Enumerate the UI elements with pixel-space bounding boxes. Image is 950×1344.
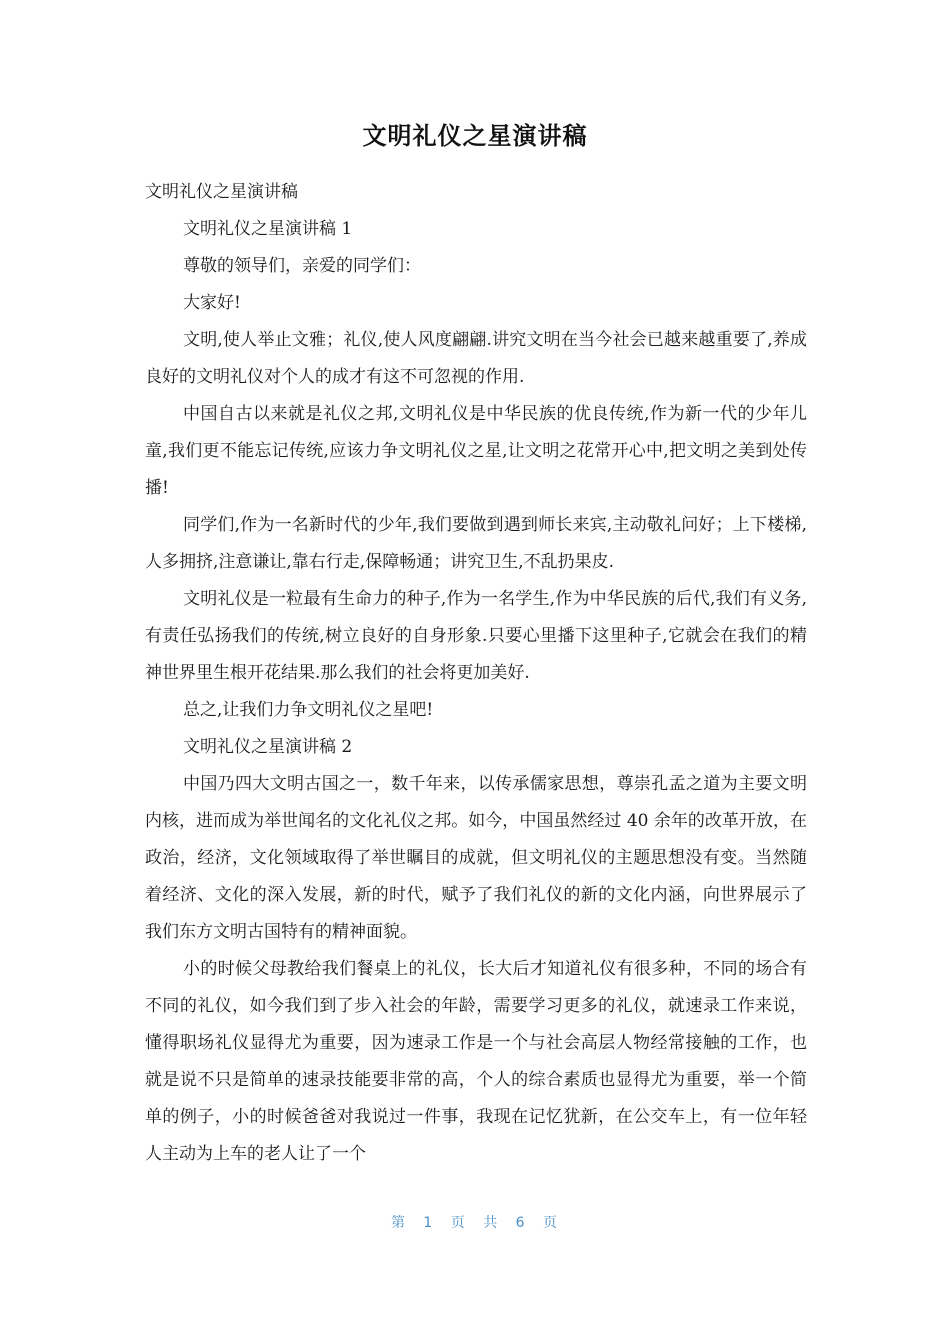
body-paragraph: 大家好! — [183, 293, 241, 313]
document-title: 文明礼仪之星演讲稿 — [362, 122, 588, 150]
body-paragraph: 小的时候父母教给我们餐桌上的礼仪，长大后才知道礼仪有很多种，不同的场合有不同的礼仪，如今我们到了步入社会的年龄，需要学习更多的礼仪，就速录工作来说，懂得职场礼仪显得尤为重要，因为速录工作是一个与社会高层人物经常接触的工作，也就是说不只是简单的速录技能要非常的高，个人的综合素质也显得尤为重要，举一个简单的例子，小的时候爸爸对我说过一件事，我现在记忆犹新，在公交车上，有一位年轻人主动为上车的老人让了一个 — [145, 959, 807, 1164]
body-paragraph: 文明礼仪之星演讲稿 — [145, 182, 298, 202]
body-paragraph: 中国乃四大文明古国之一，数千年来，以传承儒家思想，尊崇孔孟之道为主要文明内核，进而成为举世闻名的文化礼仪之邦。如今，中国虽然经过 40 余年的改革开放，在政治，经济，文化领域取得了举世瞩目的成就，但文明礼仪的主题思想没有变。当然随着经济、文化的深入发展，新的时代，赋予了我们礼仪的新的文化内涵，向世界展示了我们东方文明古国特有的精神面貌。 — [145, 774, 807, 942]
body-paragraph: 总之,让我们力争文明礼仪之星吧! — [183, 700, 434, 720]
body-paragraph: 文明礼仪之星演讲稿 1 — [183, 219, 353, 239]
body-paragraph: 尊敬的领导们，亲爱的同学们： — [183, 256, 421, 276]
body-paragraph: 同学们,作为一名新时代的少年,我们要做到遇到师长来宾,主动敬礼问好；上下楼梯,人多拥挤,注意谦让,靠右行走,保障畅通；讲究卫生,不乱扔果皮. — [145, 515, 807, 572]
body-paragraph: 文明礼仪是一粒最有生命力的种子,作为一名学生,作为中华民族的后代,我们有义务,有责任弘扬我们的传统,树立良好的自身形象.只要心里播下这里种子,它就会在我们的精神世界里生根开花结果.那么我们的社会将更加美好. — [145, 589, 807, 683]
body-paragraph: 文明,使人举止文雅；礼仪,使人风度翩翩.讲究文明在当今社会已越来越重要了,养成良好的文明礼仪对个人的成才有这不可忽视的作用. — [145, 330, 807, 387]
body-paragraph: 中国自古以来就是礼仪之邦,文明礼仪是中华民族的优良传统,作为新一代的少年儿童,我们更不能忘记传统,应该力争文明礼仪之星,让文明之花常开心中,把文明之美到处传播! — [145, 404, 807, 498]
body-paragraph: 文明礼仪之星演讲稿 2 — [183, 737, 353, 757]
page-number-footer: 第 1 页 共 6 页 — [390, 1215, 560, 1231]
document-body — [145, 174, 807, 1173]
